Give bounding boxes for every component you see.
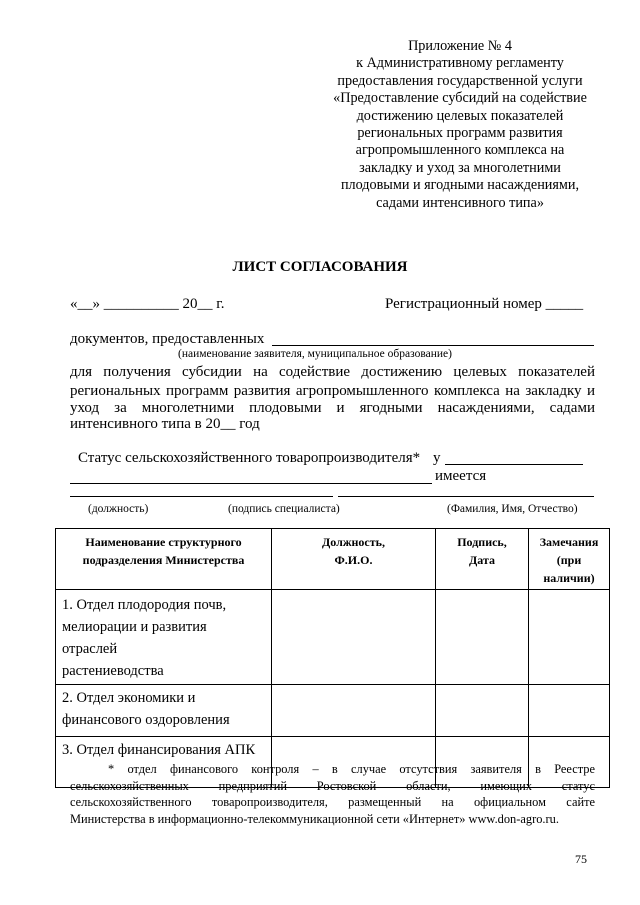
department-text: 2. Отдел экономики и: [62, 690, 196, 706]
name-underline: [338, 496, 594, 497]
status-has: имеется: [435, 468, 487, 484]
remarks-cell[interactable]: [529, 685, 610, 737]
applicant-underline: [272, 345, 594, 346]
applicant-caption: (наименование заявителя, муниципальное образование): [178, 348, 452, 360]
purpose-line: уход за многолетними плодовыми и ягодными насаждениями, садами: [70, 400, 595, 416]
signature-cell[interactable]: [436, 590, 529, 685]
department-text: 1. Отдел плодородия почв,: [62, 597, 227, 613]
header-department: [56, 529, 272, 590]
table-header-row: [56, 529, 610, 590]
appendix-line: плодовыми и ягодными насаждениями,: [340, 177, 580, 194]
appendix-line: агропромышленного комплекса на: [355, 142, 565, 159]
appendix-header: [300, 38, 620, 212]
page-number: 75: [575, 852, 587, 866]
header-remarks: [529, 529, 610, 590]
caption-name: (Фамилия, Имя, Отчество): [447, 503, 578, 515]
table-row: [56, 685, 610, 737]
caption-position: (должность): [88, 503, 149, 515]
table-row: [56, 590, 610, 685]
footnote-line: * отдел финансового контроля – в случае отсутствия заявителя в Реестре: [108, 762, 595, 776]
department-text: 3. Отдел финансирования АПК: [62, 742, 256, 758]
status-underline-2: [70, 483, 432, 484]
department-cell: [56, 685, 272, 737]
caption-signature: (подпись специалиста): [228, 503, 340, 515]
registration-number: Регистрационный номер _____: [385, 296, 584, 312]
appendix-line: предоставления государственной услуги: [337, 72, 583, 89]
purpose-line: для получения субсидии на содействие достижению целевых показателей: [70, 364, 595, 380]
date-line: «__» __________ 20__ г.: [70, 296, 225, 312]
header-text: подразделения Министерства: [82, 553, 245, 567]
purpose-line: региональных программ развития агропромышленного комплекса на закладку и: [70, 383, 595, 399]
header-text: Наименование структурного: [85, 535, 242, 549]
header-text: Ф.И.О.: [334, 553, 373, 567]
position-cell[interactable]: [272, 590, 436, 685]
department-text: мелиорации и развития отраслей: [62, 619, 207, 657]
appendix-line: закладку и уход за многолетними: [359, 159, 561, 176]
header-text: Подпись,: [457, 535, 507, 549]
appendix-line: Приложение № 4: [408, 38, 512, 54]
header-text: Должность,: [321, 535, 385, 549]
status-u: у: [433, 450, 441, 466]
footnote-line: Министерства в информационно-телекоммуникационной сети «Интернет» www.don-agro.ru.: [70, 811, 559, 826]
appendix-line: «Предоставление субсидий на содействие: [333, 90, 587, 107]
purpose-line: интенсивного типа в 20__ год: [70, 416, 260, 432]
header-signature: [436, 529, 529, 590]
header-text: Замечания: [539, 535, 599, 549]
appendix-line: достижению целевых показателей: [356, 107, 564, 124]
documents-label: документов, предоставленных: [70, 331, 265, 347]
header-text: Дата: [469, 553, 495, 567]
header-position: [272, 529, 436, 590]
document-title: ЛИСТ СОГЛАСОВАНИЯ: [232, 259, 408, 275]
department-cell: [56, 590, 272, 685]
header-text: наличии): [543, 571, 595, 585]
footnote: [70, 761, 595, 827]
remarks-cell[interactable]: [529, 590, 610, 685]
signature-underline: [70, 496, 333, 497]
approval-table: [55, 528, 610, 788]
footnote-line: сельскохозяйственного товаропроизводителя, размещенный на официальном сайте: [70, 795, 595, 809]
status-label: Статус сельскохозяйственного товаропроизводителя*: [78, 450, 421, 466]
department-text: финансового оздоровления: [62, 712, 230, 728]
position-cell[interactable]: [272, 685, 436, 737]
appendix-line: садами интенсивного типа»: [376, 194, 544, 211]
status-underline: [445, 464, 583, 465]
header-text: (при: [556, 553, 582, 567]
appendix-line: к Административному регламенту: [356, 55, 564, 72]
appendix-line: региональных программ развития: [357, 125, 563, 142]
footnote-line: сельскохозяйственных предприятий Ростовской области, имеющих статус: [70, 778, 595, 793]
signature-cell[interactable]: [436, 685, 529, 737]
department-text: растениеводства: [62, 663, 164, 679]
